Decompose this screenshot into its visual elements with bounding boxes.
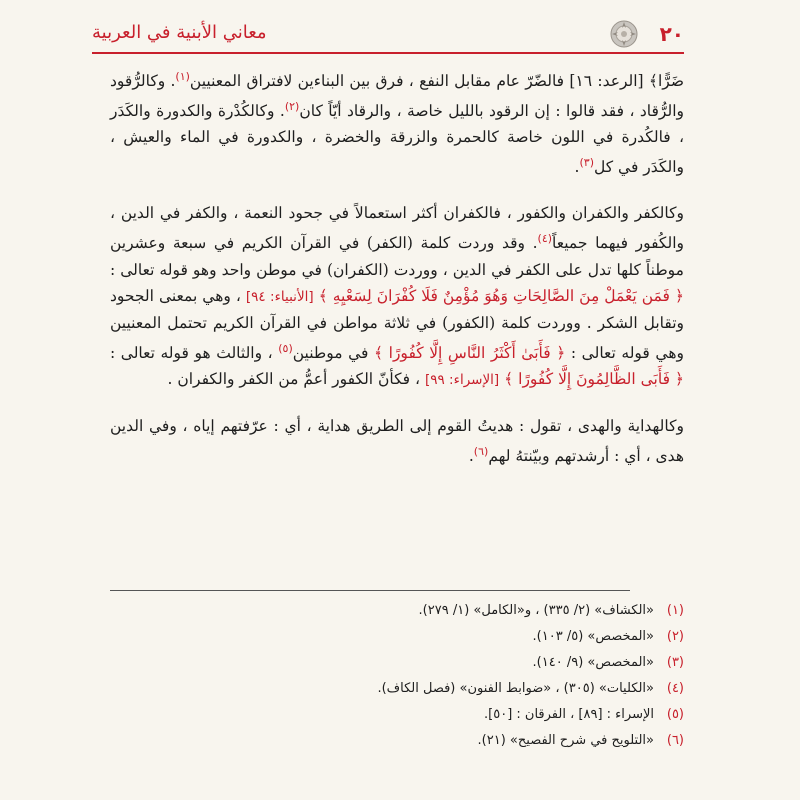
- footnote-ref-6[interactable]: (٦): [473, 444, 489, 458]
- footnote-text: «المخصص» (٩/ ١٤٠).: [532, 655, 654, 670]
- quran-verse-1a: ﴿ فَمَن يَعْمَلْ: [604, 286, 684, 305]
- text-run: .: [468, 446, 474, 465]
- footnote-text: «الكشاف» (٢/ ٣٣٥) ، و«الكامل» (١/ ٢٧٩).: [418, 603, 654, 618]
- text-run: . وكالكُدْرة والكدورة والكَدَر ، فالكُدرة في اللون: [110, 102, 684, 147]
- header-divider: [92, 52, 684, 54]
- footnote-text: «التلويح في شرح الفصيح» (٢١).: [477, 733, 654, 748]
- text-run: . وقد وردت كلمة: [420, 234, 538, 253]
- text-run: ، فكأنّ الكفور أعمُّ من الكفر والكفران .: [167, 369, 421, 388]
- text-run: .: [574, 158, 580, 177]
- paragraph-2: [110, 200, 684, 392]
- text-run: المعنيين: [189, 72, 242, 91]
- footnote-ref-2[interactable]: (٢): [284, 100, 300, 114]
- footnote: [110, 702, 684, 728]
- footnote: [110, 650, 684, 676]
- footnote: [110, 598, 684, 624]
- page-number: ٢٠: [659, 22, 684, 46]
- footnote-ref-4[interactable]: (٤): [537, 232, 553, 246]
- footnote-text: «الكليات» (٣٠٥) ، «ضوابط الفنون» (فصل الكاف).: [377, 681, 654, 696]
- main-text: [110, 64, 684, 469]
- text-run: والرقاد أيّاً كان: [299, 102, 392, 121]
- footnote-number: (٢): [666, 629, 684, 644]
- page-header: [92, 18, 684, 54]
- text-run: خاصة كالحمرة والزرقة والخضرة ، والكدورة في الماء والعيش ، والكَدَر: [110, 128, 684, 177]
- quran-verse-3: ﴿ فَأَبَى الظَّالِمُونَ إِلَّا كُفُورًا ﴾: [504, 369, 684, 388]
- verse-reference: [الأنبياء: ٩٤]: [245, 288, 314, 305]
- quran-verse-2: ﴿ فَأَبَىٰ أَكْثَرُ النَّاسِ إِلَّا كُفُورًا ﴾: [374, 343, 566, 362]
- paragraph-3: [110, 413, 684, 469]
- text-run: الدين ، ووردت (الكفران) في موطن واحد وهو قوله تعالى :: [110, 260, 487, 279]
- footnote: [110, 676, 684, 702]
- footnote-number: (٦): [666, 733, 684, 748]
- text-run: الكريم تحتمل المعنيين وهي قوله تعالى :: [110, 313, 684, 362]
- text-run: وكالهداية والهدى ، تقول : هديتُ القوم إلى الطريق هداية ، أي :: [273, 416, 684, 435]
- footnote-divider: [110, 590, 630, 591]
- text-run: في كل: [593, 158, 639, 177]
- text-run: ، وهي بمعنى: [158, 286, 241, 305]
- footnote-number: (٣): [666, 655, 684, 670]
- footnote-ref-1[interactable]: (١): [175, 70, 190, 83]
- running-title: معاني الأبنية في العربية: [92, 22, 267, 43]
- text-run: ضَرًّا﴾ [الرعد: ١٦] فالضّرّ عام مقابل النفع ، فرق بين البناءين لافتراق: [246, 72, 684, 91]
- footnote: [110, 624, 684, 650]
- paragraph-1: [110, 64, 684, 180]
- footnote-ref-3[interactable]: (٣): [579, 156, 594, 170]
- footnote-text: «المخصص» (٥/ ١٠٣).: [532, 629, 654, 644]
- footnote-number: (٥): [666, 707, 684, 722]
- text-run: (الكفر) في القرآن الكريم في سبعة وعشرين موطناً كلها تدل على الكفر في: [110, 234, 684, 279]
- quran-verse-1b: مِنَ الصَّالِحَاتِ وَهُوَ مُؤْمِنٌ فَلَا كُفْرَانَ لِسَعْيِهِ ﴾: [318, 286, 600, 305]
- verse-reference: [الإسراء: ٩٩]: [424, 371, 500, 388]
- rosette-ornament-icon: [610, 20, 638, 48]
- text-run: النعمة ، والكفر في الدين ، والكُفور فيهما جميعاً: [110, 204, 684, 253]
- text-run: . وكالرُّقود والرُّقاد ، فقد قالوا : إن الرقود بالليل خاصة ،: [110, 72, 684, 121]
- text-run: الجحود وتقابل الشكر . ووردت كلمة (الكفور) في ثلاثة مواطن في القرآن: [110, 286, 684, 332]
- footnote-number: (١): [666, 603, 684, 618]
- text-run: وكالكفر والكفران والكفور ، فالكفران أكثر استعمالاً في جحود: [288, 204, 684, 223]
- text-run: في موطنين: [292, 343, 369, 362]
- text-run: ، والثالث هو قوله تعالى :: [110, 343, 273, 362]
- text-run: عرّفتهم إياه ، وفي الدين هدى ، أي : أرشدتهم وبيّنتهُ لهم: [110, 416, 684, 465]
- footnote-number: (٤): [666, 681, 684, 696]
- footnotes: [110, 598, 684, 754]
- footnote: [110, 728, 684, 754]
- footnote-text: الإسراء : [٨٩] ، الفرقان : [٥٠].: [484, 707, 654, 722]
- footnote-ref-5[interactable]: (٥): [278, 341, 293, 355]
